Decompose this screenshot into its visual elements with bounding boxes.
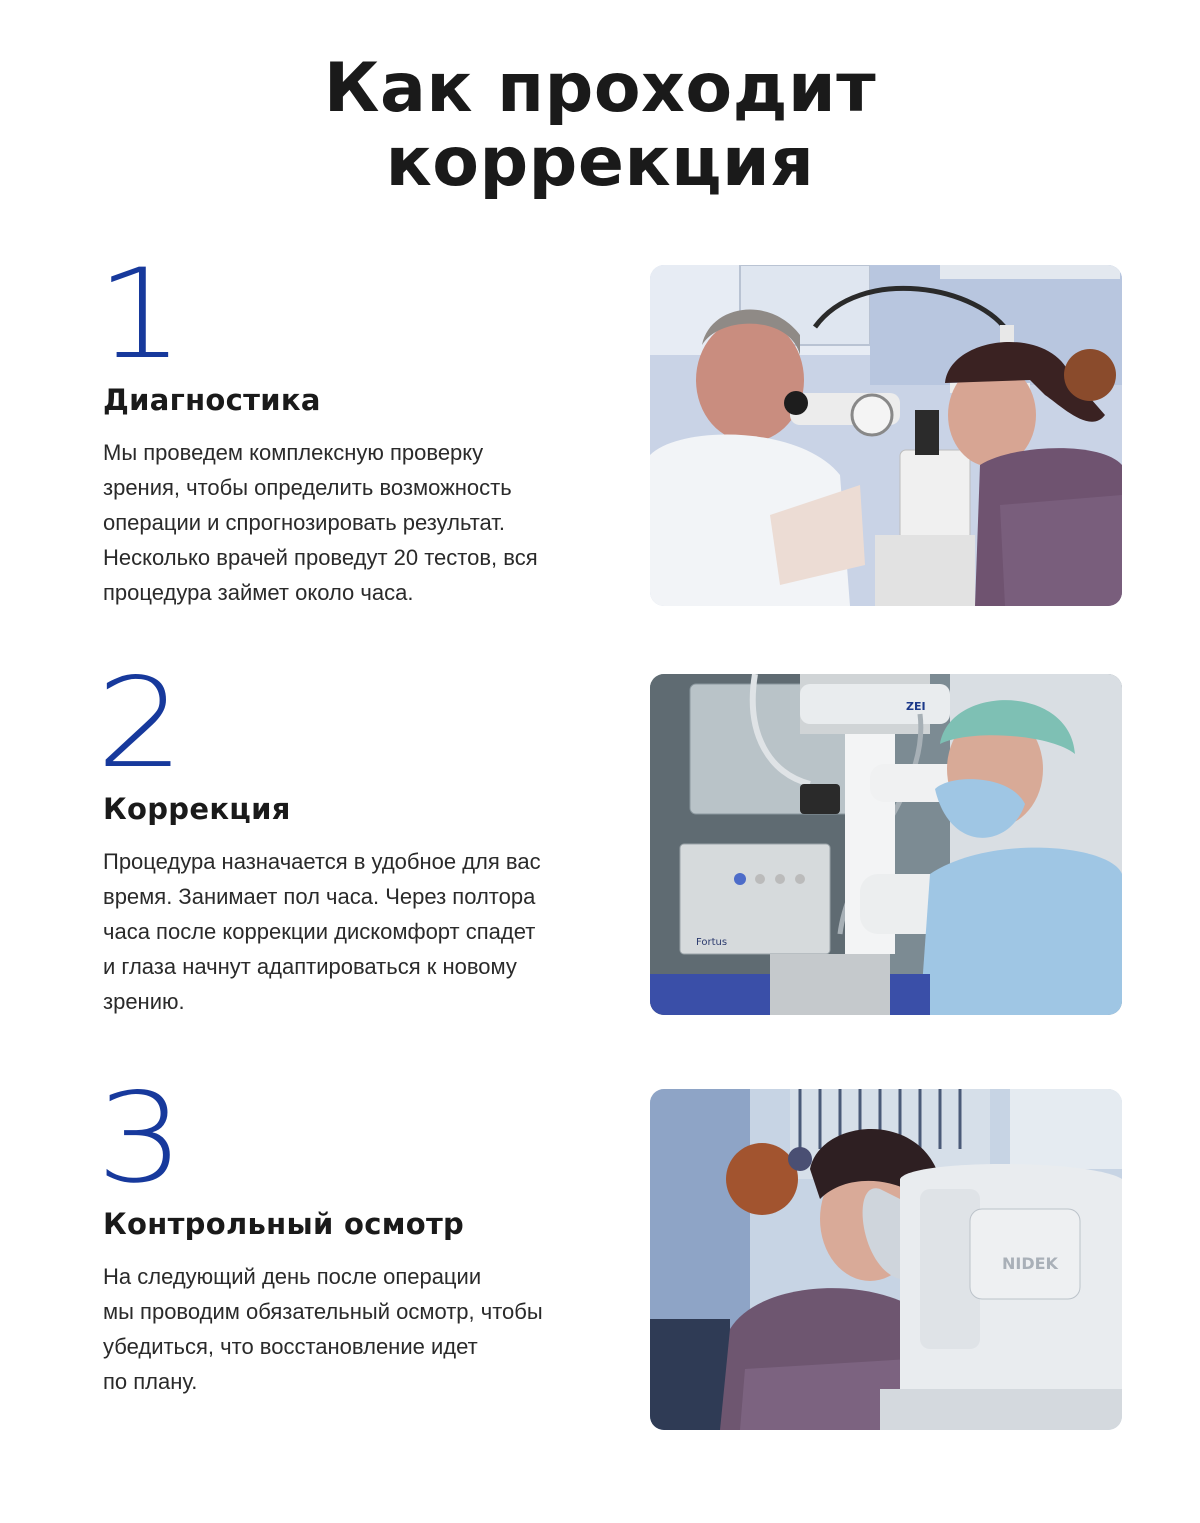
step-description-line: На следующий день после операции (103, 1264, 482, 1289)
step-description-line: процедура займет около часа. (103, 580, 414, 605)
step-number: 1 (96, 243, 185, 387)
step-number: 3 (96, 1067, 185, 1211)
step-heading: Диагностика (103, 383, 321, 417)
step-number: 2 (96, 652, 185, 796)
step-description-line: операции и спрогнозировать результат. (103, 510, 506, 535)
step-description-line: время. Занимает пол часа. Через полтора (103, 884, 536, 909)
page-title-line-1: Как проходит (323, 49, 877, 128)
step-description-line: зрению. (103, 989, 185, 1014)
step-description (103, 1259, 603, 1399)
microscope-brand-label: ZEI (906, 700, 926, 713)
step-diagnostics (0, 243, 1200, 610)
step-description-line: зрения, чтобы определить возможность (103, 475, 512, 500)
step-correction (0, 652, 1200, 1019)
step-description-line: Несколько врачей проведут 20 тестов, вся (103, 545, 538, 570)
step-description-line: часа после коррекции дискомфорт спадет (103, 919, 536, 944)
step-description-line: мы проводим обязательный осмотр, чтобы (103, 1299, 543, 1324)
step-description (103, 435, 603, 610)
page-title (0, 49, 1200, 202)
step-description-line: Мы проведем комплексную проверку (103, 440, 484, 465)
step-follow-up (0, 1067, 1200, 1434)
step-heading: Контрольный осмотр (103, 1207, 465, 1241)
step-description-line: и глаза начнут адаптироваться к новому (103, 954, 517, 979)
follow-up-exam-photo (650, 1089, 1122, 1430)
eye-examination-photo (650, 265, 1122, 606)
surgical-microscope-photo (650, 674, 1122, 1015)
step-description-line: Процедура назначается в удобное для вас (103, 849, 541, 874)
step-description-line: убедиться, что восстановление идет (103, 1334, 478, 1359)
device-brand-label: NIDEK (1002, 1254, 1058, 1273)
step-description (103, 844, 603, 1019)
step-heading: Коррекция (103, 792, 291, 826)
device-brand-label: Fortus (696, 937, 728, 948)
page-title-line-2: коррекция (385, 123, 815, 202)
step-description-line: по плану. (103, 1369, 198, 1394)
